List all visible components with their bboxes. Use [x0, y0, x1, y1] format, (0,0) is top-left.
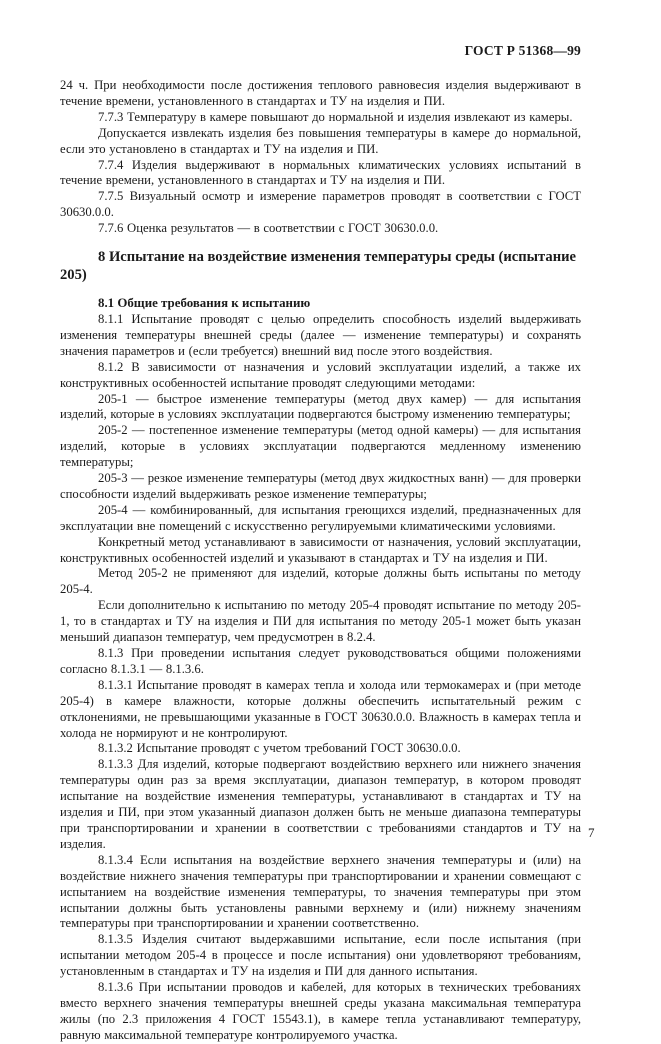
paragraph: 7.7.5 Визуальный осмотр и измерение параметров проводят в соответствии с ГОСТ 30630.0.0. — [60, 189, 581, 220]
paragraph: 8.1.3.1 Испытание проводят в камерах тепла и холода или термокамерах и (при методе 205-4) в камере влажности, которые должны обеспечить испытательный режим с отклонениями, не превышающими указанные в ГОСТ 30630.0.0. Влажность в камерах тепла и холода не нормируют и не контролируют. — [60, 677, 581, 740]
paragraph: Если дополнительно к испытанию по методу 205-4 проводят испытание по методу 205-1, то в стандартах и ТУ на изделия и ПИ для испытания по методу 205-1 может быть указан меньший диапазон температур, чем предусмотрен в 8.2.4. — [60, 598, 581, 645]
paragraph: Метод 205-2 не применяют для изделий, которые должны быть испытаны по методу 205-4. — [60, 566, 581, 597]
paragraph: 205-3 — резкое изменение температуры (метод двух жидкостных ванн) — для проверки способности изделий выдерживать резкое изменение температуры; — [60, 471, 581, 501]
paragraph: 8.1.3 При проведении испытания следует руководствоваться общими положениями согласно 8.1.3.1 — 8.1.3.6. — [60, 646, 581, 676]
paragraph: 7.7.3 Температуру в камере повышают до нормальной и изделия извлекают из камеры. — [98, 109, 573, 124]
paragraph: 8.1.3.3 Для изделий, которые подвергают воздействию верхнего или нижнего значения температуры один раз за время эксплуатации, диапазон температур, в котором проводят испытание на воздействие изменения температуры, устанавливают в стандартах и ТУ на изделия и ПИ, при этом указанный диапазон должен быть не меньше диапазона температуры при транспортировании и хранении в соответствии с требованиями стандартов и ТУ на изделия. — [60, 757, 581, 851]
paragraph: 205-2 — постепенное изменение температуры (метод одной камеры) — для испытания изделий, которые в условиях эксплуатации подвергаются медленному изменению температуры; — [60, 423, 581, 470]
paragraph: 205-4 — комбинированный, для испытания греющихся изделий, предназначенных для эксплуатации вне помещений с искусственно регулируемыми климатическими условиями. — [60, 502, 581, 533]
document-body — [60, 78, 581, 1044]
paragraph: 7.7.6 Оценка результатов — в соответствии с ГОСТ 30630.0.0. — [98, 221, 439, 236]
paragraph: 24 ч. При необходимости после достижения теплового равновесия изделия выдерживают в течение времени, установленного в стандартах и ТУ на изделия и ПИ. — [60, 78, 581, 108]
paragraph: 205-1 — быстрое изменение температуры (метод двух камер) — для испытания изделий, которые в условиях эксплуатации подвергаются быстрому изменению температуры; — [60, 391, 581, 422]
paragraph: 8.1.3.4 Если испытания на воздействие верхнего значения температуры и (или) на воздействие нижнего значения температуры при транспортировании и хранении совмещают с испытанием на воздействие изменения температуры, то значения температуры при этом испытании должны быть установлены равными верхнему и (или) нижнему значениям температуры при транспортировании и хранении соответственно. — [60, 852, 581, 931]
section-heading: 8 Испытание на воздействие изменения температуры среды (испытание 205) — [60, 249, 576, 284]
paragraph: 8.1.3.2 Испытание проводят с учетом требований ГОСТ 30630.0.0. — [98, 741, 461, 756]
subsection-heading: 8.1 Общие требования к испытанию — [98, 296, 311, 311]
paragraph: Конкретный метод устанавливают в зависимости от назначения, условий эксплуатации, конструктивных особенностей изделий и указывают в стандартах и ТУ на изделия и ПИ. — [60, 534, 581, 565]
paragraph: 8.1.2 В зависимости от назначения и условий эксплуатации изделий, а также их конструктивных особенностей испытание проводят следующими методами: — [60, 359, 581, 390]
running-header: ГОСТ Р 51368—99 — [464, 43, 581, 58]
paragraph: 8.1.3.5 Изделия считают выдержавшими испытание, если после испытания (при испытании методом 205-4 в процессе и после испытания) они удовлетворяют требованиям, установленным в стандартах и ТУ на изделия и ПИ для данного испытания. — [60, 932, 581, 979]
page-number: 7 — [588, 825, 595, 840]
paragraph: 8.1.1 Испытание проводят с целью определить способность изделий выдерживать изменения температуры внешней среды (далее — изменение температуры) и сохранять значения параметров и (если требуется) внешний вид после этого воздействия. — [60, 311, 581, 358]
paragraph: Допускается извлекать изделия без повышения температуры в камере до нормальной, если это установлено в стандартах и ТУ на изделия и ПИ. — [60, 125, 581, 156]
paragraph: 8.1.3.6 При испытании проводов и кабелей, для которых в технических требованиях вместо верхнего значения температуры внешней среды указана максимальная температура жилы (по 2.3 приложения 4 ГОСТ 15543.1), в камере тепла устанавливают температуру, равную максимальной температуре контролируемого участка. — [60, 980, 581, 1042]
paragraph: 7.7.4 Изделия выдерживают в нормальных климатических условиях испытаний в течение времени, установленного в стандартах и ТУ на изделия и ПИ. — [60, 157, 581, 188]
